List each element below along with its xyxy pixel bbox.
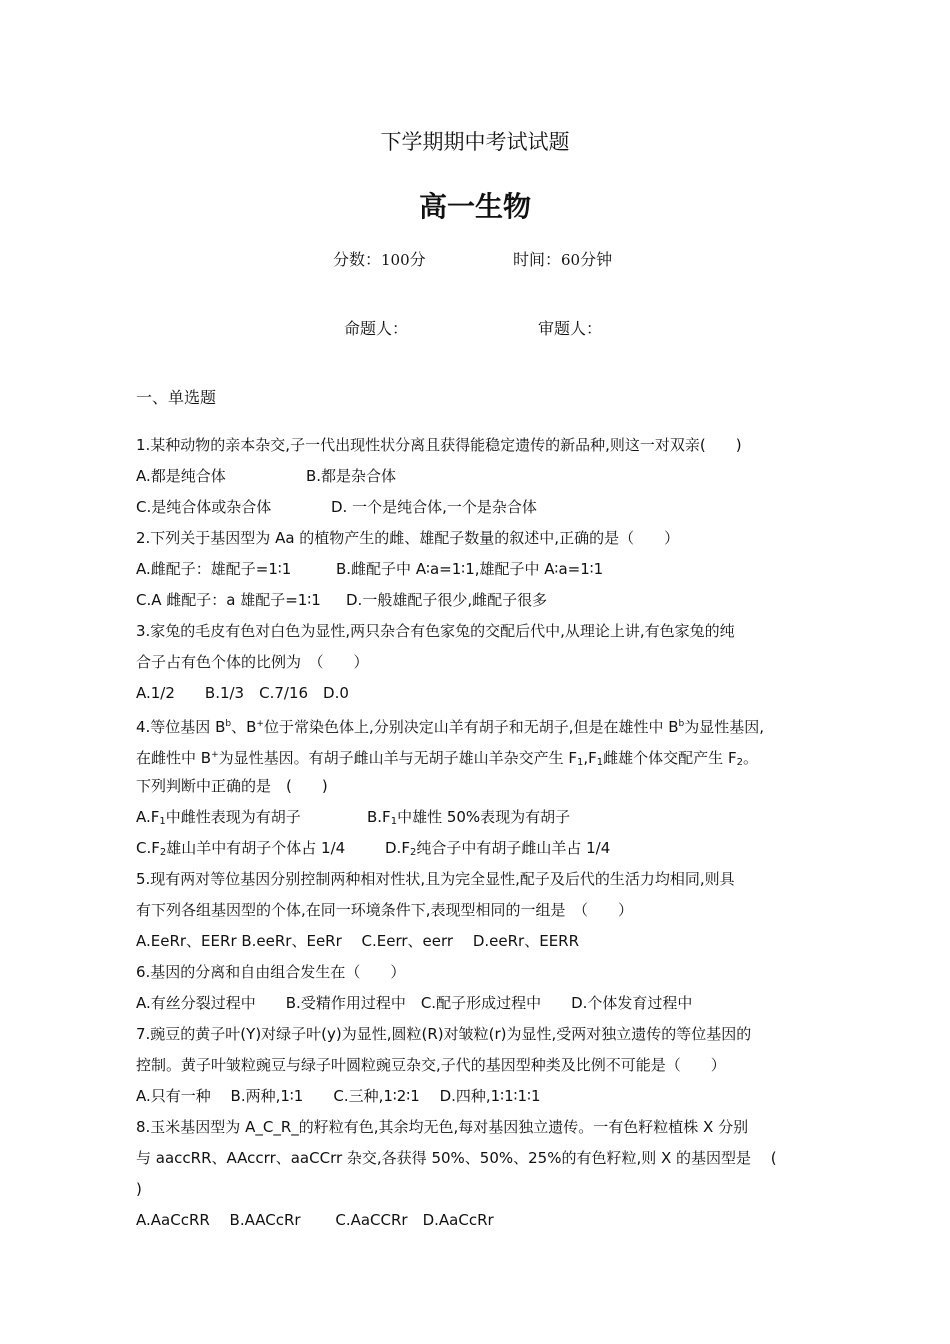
score-value: 100 bbox=[381, 251, 410, 269]
q4-option-a bbox=[136, 802, 367, 837]
q4-text: B.F bbox=[367, 808, 391, 826]
q3-options: A.1/2 B.1/3 C.7/16 D.0 bbox=[136, 684, 349, 702]
q8-stem-line2: 与 aaccRR、AAccrr、aaCCrr 杂交,各获得 50%、50%、25%的有色籽粒,则 X 的基因型是 ( bbox=[136, 1149, 777, 1167]
author-label: 命题人： bbox=[344, 319, 409, 338]
q4-text: 为显性基因, bbox=[684, 718, 765, 736]
q2-option-a: A.雌配子：雄配子=1∶1 bbox=[136, 560, 292, 578]
q7-options: A.只有一种 B.两种,1∶1 C.三种,1∶2∶1 D.四种,1∶1∶1∶1 bbox=[136, 1087, 541, 1105]
q2-option-d: D.一般雄配子很少,雌配子很多 bbox=[346, 591, 548, 609]
score-unit: 分 bbox=[409, 250, 426, 269]
q8-stem-line1: 8.玉米基因型为 A_C_R_的籽粒有色,其余均无色,每对基因独立遗传。一有色籽粒植株 X 分别 bbox=[136, 1118, 749, 1136]
q4-text: 纯合子中有胡子雌山羊占 1/4 bbox=[416, 839, 611, 857]
q1-options-cd bbox=[136, 492, 820, 523]
q3-stem-line2: 合子占有色个体的比例为 （ ） bbox=[136, 653, 369, 671]
subscript: 2 bbox=[409, 847, 417, 858]
q4-option-d bbox=[385, 839, 610, 857]
q2-option-c: C.A 雌配子：a 雄配子=1∶1 bbox=[136, 591, 321, 609]
q4-text: 4.等位基因 B bbox=[136, 718, 226, 736]
q4-stem-line3: 下列判断中正确的是 ( ) bbox=[136, 777, 328, 795]
q4-text: 雌雄个体交配产生 F bbox=[603, 749, 737, 767]
q1-option-c: C.是纯合体或杂合体 bbox=[136, 498, 272, 516]
q8-options: A.AaCcRR B.AACcRr C.AaCCRr D.AaCcRr bbox=[136, 1211, 494, 1229]
question-list bbox=[136, 430, 820, 1236]
q4-option-b bbox=[367, 808, 570, 826]
q4-stem-line2 bbox=[136, 740, 820, 771]
time-label: 时间： bbox=[513, 250, 562, 269]
q6-options: A.有丝分裂过程中 B.受精作用过程中 C.配子形成过程中 D.个体发育过程中 bbox=[136, 994, 693, 1012]
q1-option-b: B.都是杂合体 bbox=[306, 467, 397, 485]
q4-text: C.F bbox=[136, 839, 160, 857]
superscript: + bbox=[256, 719, 264, 729]
q7-stem-line1: 7.豌豆的黄子叶(Y)对绿子叶(y)为显性,圆粒(R)对皱粒(r)为显性,受两对独立遗传的等位基因的 bbox=[136, 1025, 752, 1043]
q4-text: 、B bbox=[231, 718, 257, 736]
q4-text: 在雌性中 B bbox=[136, 749, 212, 767]
q1-option-a: A.都是纯合体 bbox=[136, 467, 226, 485]
time-unit: 分钟 bbox=[580, 250, 613, 269]
subscript: 1 bbox=[596, 757, 604, 768]
q4-stem-line1 bbox=[136, 709, 820, 740]
q4-text: 。 bbox=[742, 749, 758, 767]
q5-options: A.EeRr、EERr B.eeRr、EeRr C.Eerr、eerr D.eeRr、EERR bbox=[136, 932, 580, 950]
section-title: 一、单选题 bbox=[136, 388, 217, 407]
q4-text: D.F bbox=[385, 839, 410, 857]
q2-option-b: B.雌配子中 A∶a=1∶1,雄配子中 A∶a=1∶1 bbox=[336, 560, 604, 578]
superscript: + bbox=[211, 750, 219, 760]
q4-options-ab bbox=[136, 802, 820, 833]
q4-text: 中雄性 50%表现为有胡子 bbox=[397, 808, 571, 826]
q1-option-d: D. 一个是纯合体,一个是杂合体 bbox=[331, 498, 537, 516]
score-info bbox=[333, 247, 426, 270]
q3-stem-line1: 3.家兔的毛皮有色对白色为显性,两只杂合有色家兔的交配后代中,从理论上讲,有色家兔的纯 bbox=[136, 622, 735, 640]
time-info bbox=[513, 247, 612, 270]
q6-stem: 6.基因的分离和自由组合发生在（ ） bbox=[136, 963, 406, 981]
subscript: 2 bbox=[159, 847, 167, 858]
q4-options-cd bbox=[136, 833, 820, 864]
exam-title: 高一生物 bbox=[418, 190, 531, 223]
q2-options-cd bbox=[136, 585, 820, 616]
q4-text: ,F bbox=[583, 749, 597, 767]
subscript: 1 bbox=[390, 816, 398, 827]
q4-option-c bbox=[136, 833, 385, 868]
q7-stem-line2: 控制。黄子叶皱粒豌豆与绿子叶圆粒豌豆杂交,子代的基因型种类及比例不可能是（ ） bbox=[136, 1056, 726, 1074]
q5-stem-line2: 有下列各组基因型的个体,在同一环境条件下,表现型相同的一组是 （ ） bbox=[136, 901, 634, 919]
subscript: 2 bbox=[736, 757, 743, 768]
q5-stem-line1: 5.现有两对等位基因分别控制两种相对性状,且为完全显性,配子及后代的生活力均相同,则具 bbox=[136, 870, 735, 888]
q1-stem: 1.某种动物的亲本杂交,子一代出现性状分离且获得能稳定遗传的新品种,则这一对双亲( ) bbox=[136, 436, 742, 454]
subscript: 1 bbox=[159, 816, 166, 827]
q2-stem: 2.下列关于基因型为 Aa 的植物产生的雌、雄配子数量的叙述中,正确的是（ ） bbox=[136, 529, 680, 547]
q4-text: 位于常染色体上,分别决定山羊有胡子和无胡子,但是在雄性中 B bbox=[263, 718, 679, 736]
q4-text: 中雌性表现为有胡子 bbox=[165, 808, 301, 826]
q4-text: 雄山羊中有胡子个体占 1/4 bbox=[166, 839, 346, 857]
q4-text: A.F bbox=[136, 808, 160, 826]
subscript: 1 bbox=[577, 757, 584, 768]
q1-options-ab bbox=[136, 461, 820, 492]
q8-stem-line3: ) bbox=[136, 1180, 142, 1198]
superscript: b bbox=[225, 719, 232, 729]
exam-subtitle: 下学期期中考试试题 bbox=[380, 130, 570, 154]
time-value: 60 bbox=[561, 251, 581, 269]
reviewer-label: 审题人： bbox=[538, 319, 603, 338]
q2-options-ab bbox=[136, 554, 820, 585]
superscript: b bbox=[678, 719, 685, 729]
q4-text: 为显性基因。有胡子雌山羊与无胡子雄山羊杂交产生 F bbox=[218, 749, 578, 767]
score-label: 分数： bbox=[333, 250, 382, 269]
